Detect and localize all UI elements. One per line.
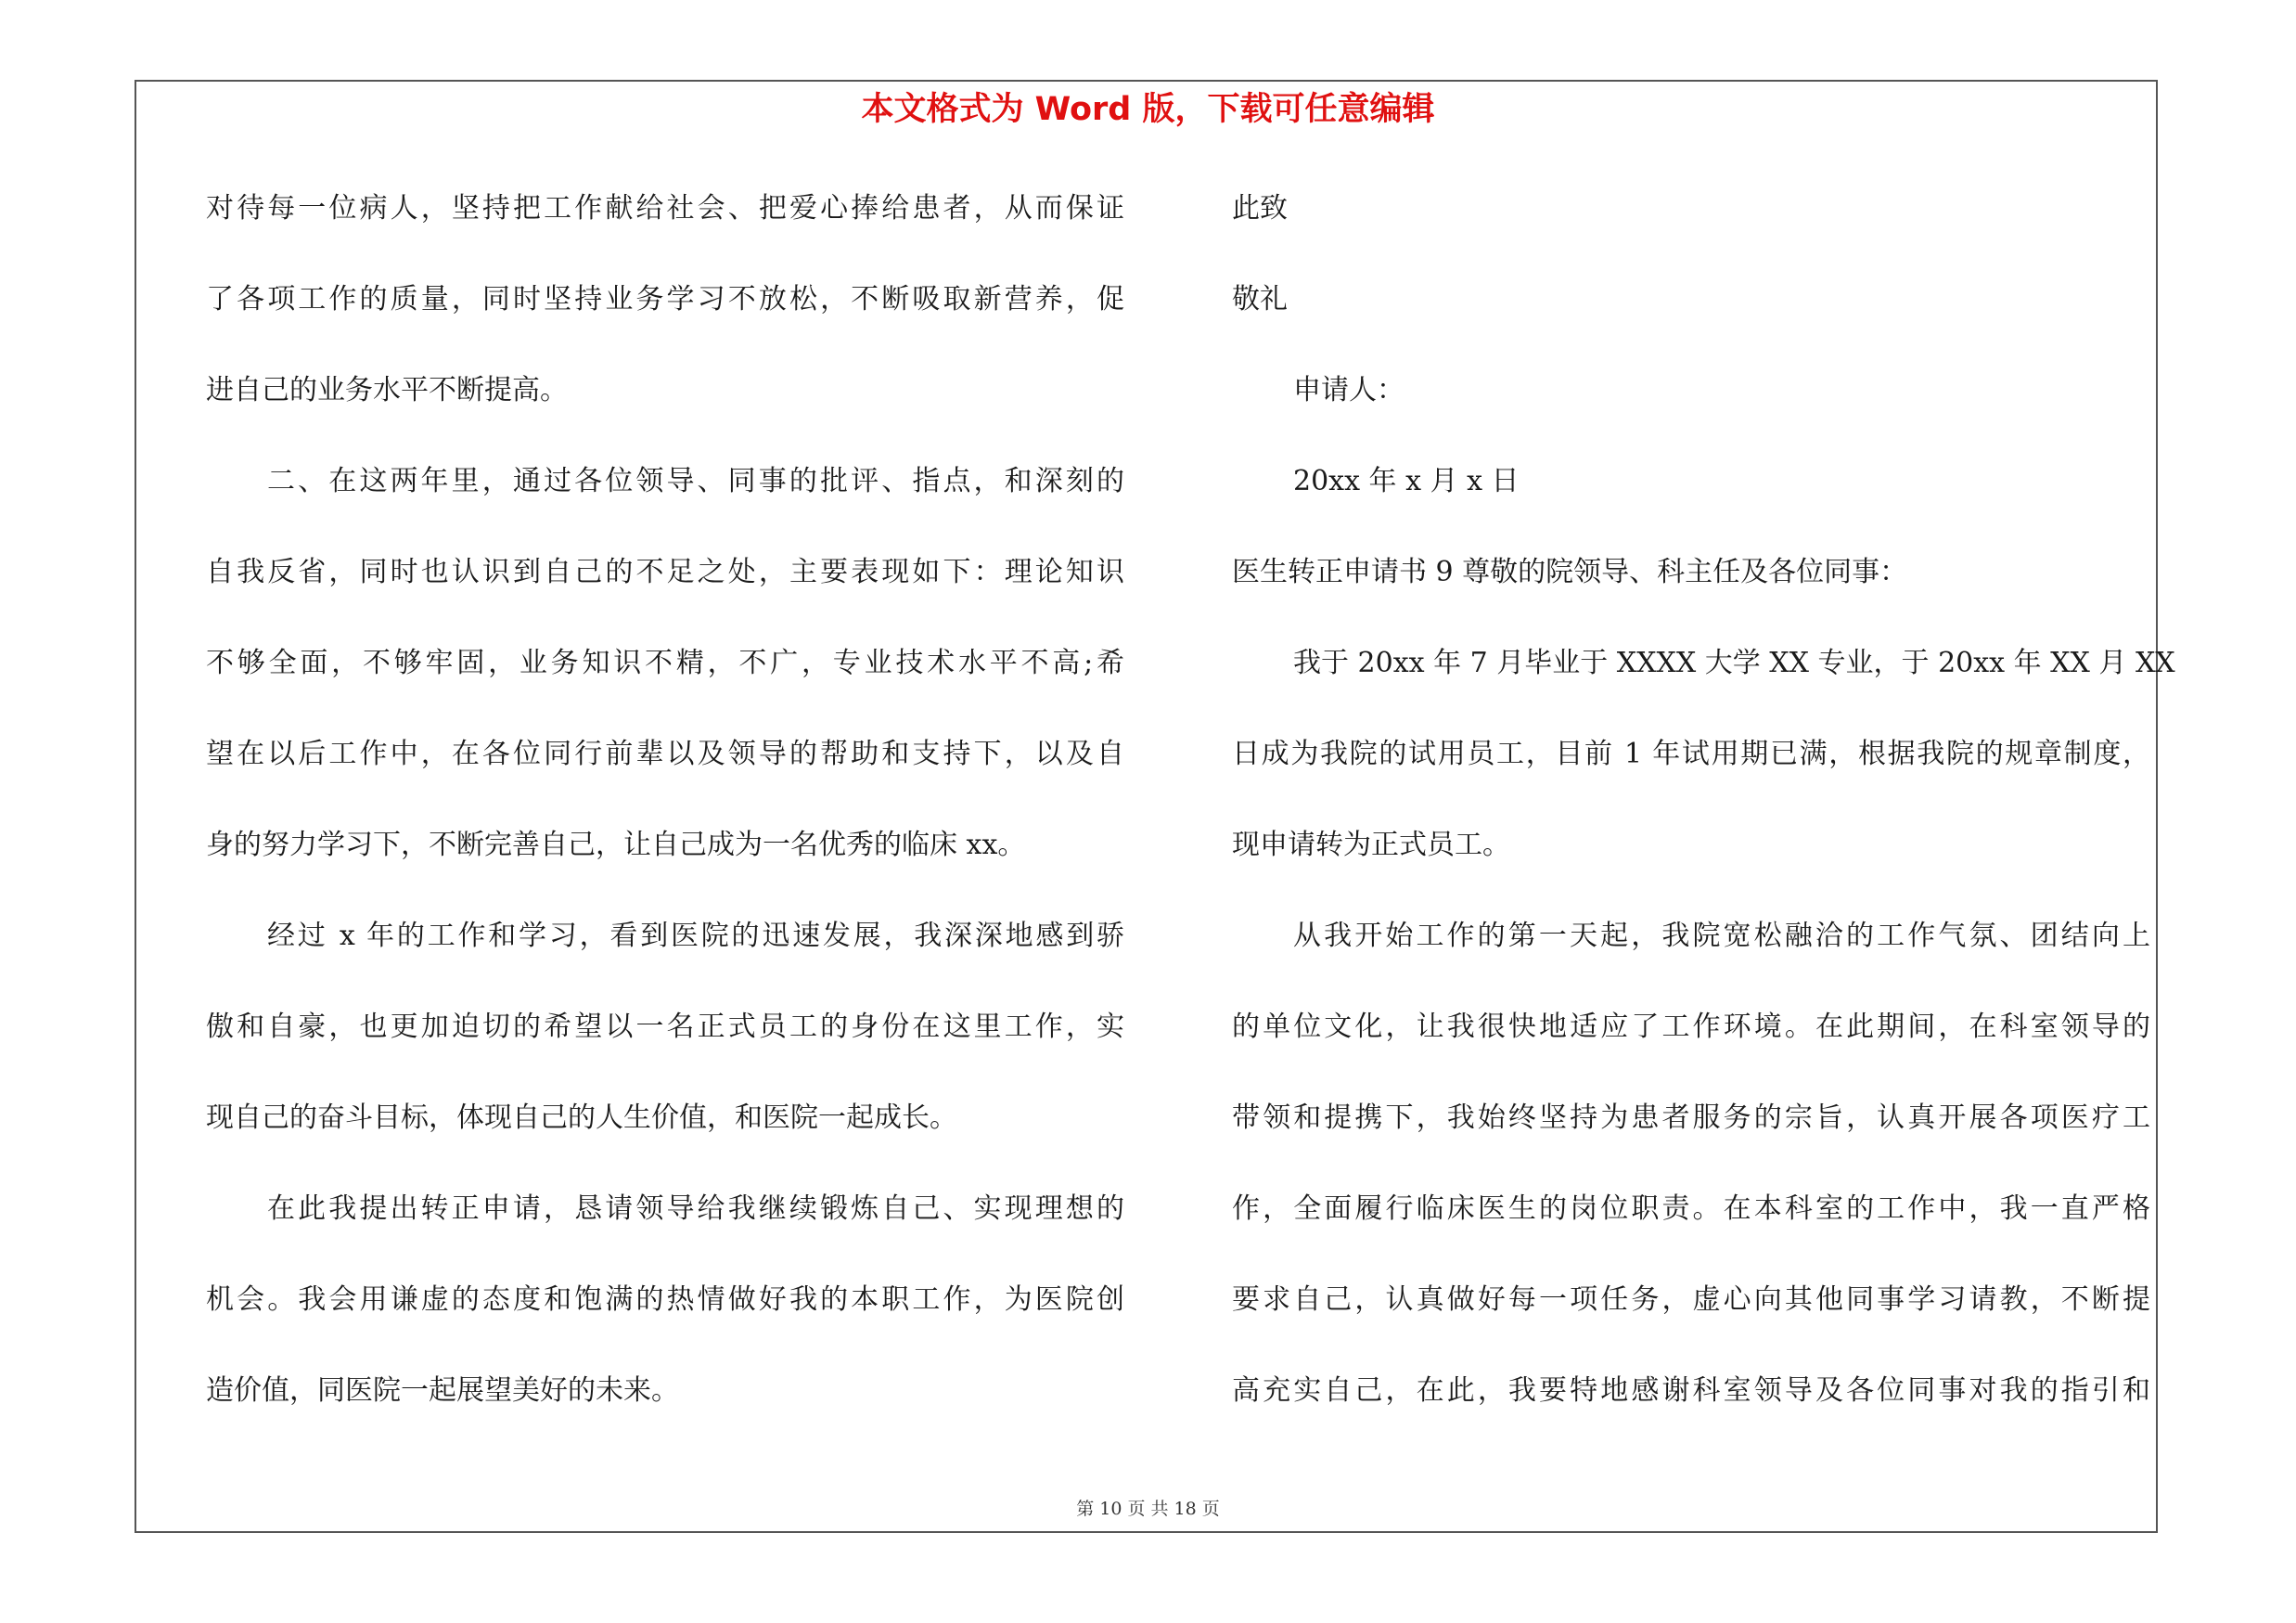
text-line: 望在以后工作中，在各位同行前辈以及领导的帮助和支持下，以及自	[206, 738, 1124, 770]
text-line: 作，全面履行临床医生的岗位职责。在本科室的工作中，我一直严格	[1232, 1192, 2150, 1225]
paragraph-start-line: 从我开始工作的第一天起，我院宽松融洽的工作气氛、团结向上	[1293, 920, 2150, 952]
paragraph-start-line: 我于 20xx 年 7 月毕业于 XXXX 大学 XX 专业，于 20xx 年 XX 月 XX	[1293, 647, 2175, 679]
format-banner: 本文格式为 Word 版，下载可任意编辑	[861, 91, 1435, 128]
applicant-line: 申请人：	[1293, 374, 1405, 406]
text-line: 现申请转为正式员工。	[1232, 829, 1510, 861]
text-line: 的单位文化，让我很快地适应了工作环境。在此期间，在科室领导的	[1232, 1011, 2150, 1043]
paragraph-start-line: 经过 x 年的工作和学习，看到医院的迅速发展，我深深地感到骄	[267, 920, 1124, 952]
text-line: 对待每一位病人，坚持把工作献给社会、把爱心捧给患者，从而保证	[206, 192, 1124, 225]
text-line: 机会。我会用谦虚的态度和饱满的热情做好我的本职工作，为医院创	[206, 1283, 1124, 1316]
text-line: 不够全面，不够牢固，业务知识不精，不广，专业技术水平不高;希	[206, 647, 1124, 679]
text-line: 现自己的奋斗目标，体现自己的人生价值，和医院一起成长。	[206, 1101, 957, 1134]
left-column	[206, 181, 1124, 1454]
text-line: 身的努力学习下，不断完善自己，让自己成为一名优秀的临床 xx。	[206, 829, 1026, 861]
text-line: 自我反省，同时也认识到自己的不足之处，主要表现如下：理论知识	[206, 556, 1124, 588]
paragraph-start-line: 二、在这两年里，通过各位领导、同事的批评、指点，和深刻的	[267, 465, 1124, 497]
text-line: 进自己的业务水平不断提高。	[206, 374, 568, 406]
paragraph-start-line: 在此我提出转正申请，恳请领导给我继续锻炼自己、实现理想的	[267, 1192, 1124, 1225]
text-line: 带领和提携下，我始终坚持为患者服务的宗旨，认真开展各项医疗工	[1232, 1101, 2150, 1134]
page-number: 第 10 页 共 18 页	[1076, 1499, 1220, 1519]
text-line: 了各项工作的质量，同时坚持业务学习不放松，不断吸取新营养，促	[206, 283, 1124, 316]
text-line: 要求自己，认真做好每一项任务，虚心向其他同事学习请教，不断提	[1232, 1283, 2150, 1316]
right-column	[1232, 181, 2175, 1454]
text-line: 造价值，同医院一起展望美好的未来。	[206, 1374, 679, 1407]
text-line: 傲和自豪，也更加迫切的希望以一名正式员工的身份在这里工作，实	[206, 1011, 1124, 1043]
text-line: 日成为我院的试用员工，目前 1 年试用期已满，根据我院的规章制度，	[1232, 738, 2150, 770]
date-line: 20xx 年 x 月 x 日	[1293, 465, 1520, 497]
salutation-line: 敬礼	[1232, 283, 1288, 316]
text-line: 高充实自己，在此，我要特地感谢科室领导及各位同事对我的指引和	[1232, 1374, 2150, 1407]
closing-line: 此致	[1232, 192, 1288, 225]
letter-title-line: 医生转正申请书 9 尊敬的院领导、科主任及各位同事：	[1232, 556, 1908, 588]
